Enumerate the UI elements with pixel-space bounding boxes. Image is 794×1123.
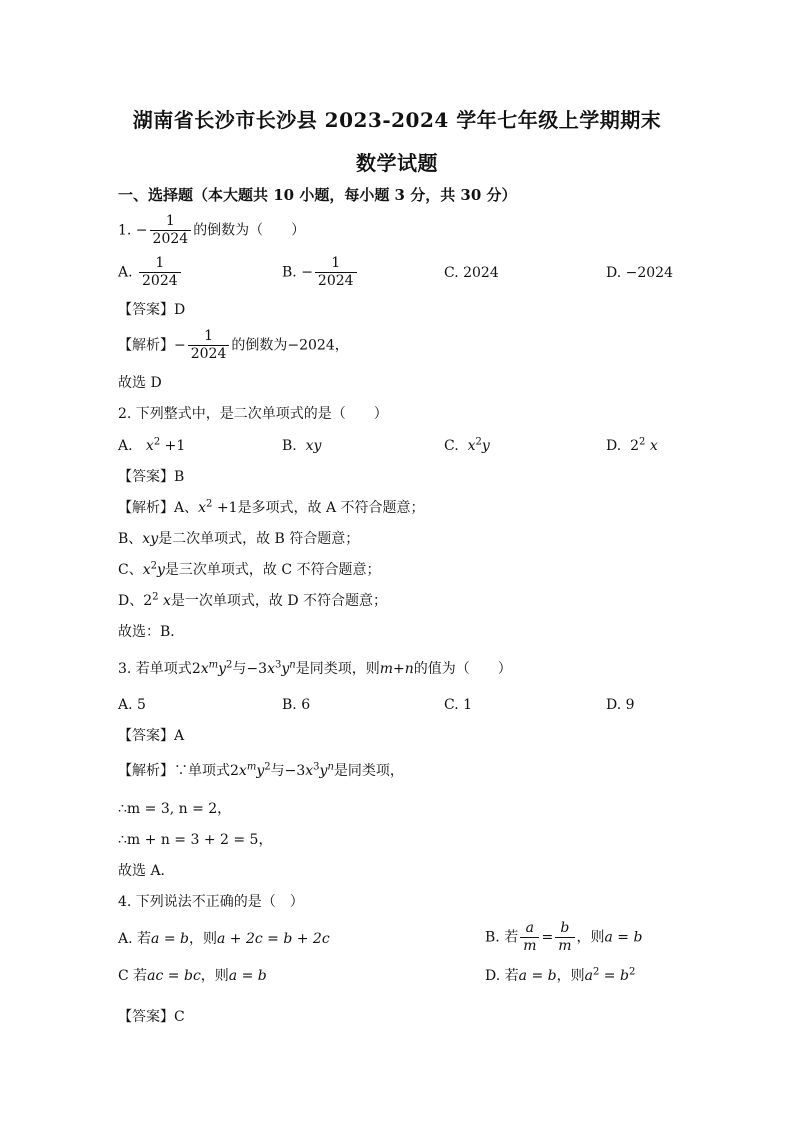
q2-option-d [606,437,658,455]
q1-option-a [118,255,183,290]
q2-a4-base: 2 [143,593,153,609]
question-1-stem [118,213,305,248]
q1-conclusion: 故选 D [118,375,162,391]
q1-opt-b-label: B. − [282,264,313,281]
question-3-stem: 3. 若单项式$2x^my^2$与$-3x^3y^n$是同类项，则m+n的值为（ ） [118,659,512,677]
q1-suffix: 的倒数为（ ） [193,222,306,239]
q1-analysis-suffix: 的倒数为−2024， [231,337,349,354]
q4-opt-d-cond: a = b [518,968,557,984]
q2-opt-a-var: x [145,438,154,454]
q2-a1-tail: 是多项式，故 A 不符合题意； [237,500,425,516]
q1-analysis-prefix: 【解析】− [118,337,186,354]
q2-a4-x: x [162,593,171,609]
q3-analysis-3: ∴m + n = 3 + 2 = 5， [118,832,273,848]
q4-opt-c-mid: ，则 [200,968,229,984]
q2-opt-d-tail: x [649,438,658,454]
q1-analysis-num: 1 [188,328,230,346]
q2-analysis-c [118,561,381,579]
q2-answer: 【答案】B [118,469,185,485]
q3-stem-mid: 与 [232,661,247,677]
q2-a3-pre: C、 [118,562,143,578]
q4-opt-d-pre: D. 若 [485,968,519,984]
question-2-stem: 2. 下列整式中，是二次单项式的是（ ） [118,406,388,422]
q1-frac-den: 2024 [152,231,189,247]
q4-opt-b-den1: m [523,938,537,954]
q4-option-b: B. 若 $\frac{a}{m}$ = $\frac{b}{m}$ ，则a = b [485,920,643,954]
q4-opt-b-mid: ，则 [576,929,605,946]
q2-opt-b-expr: xy [305,438,322,454]
q4-answer: 【答案】C [118,1009,185,1025]
q2-option-a [118,437,185,455]
q2-a3-var: x [142,562,151,578]
q1-option-c: C. 2024 [444,265,499,281]
q4-opt-b-pre: B. 若 [485,929,519,946]
q4-opt-a-pre: A. 若 [118,931,152,947]
q1-frac-num: 1 [150,213,192,231]
q3-analysis-1: 【解析】∵单项式$2x^my^2$与$-3x^3y^n$是同类项， [118,761,404,779]
q2-opt-d-base: 2 [630,438,640,454]
q1-prefix: 1. − [118,222,148,239]
q3-option-a: A. 5 [118,697,146,713]
q4-opt-d-mid: ，则 [556,968,585,984]
q2-analysis-d [118,592,387,610]
q1-opt-a-fraction [139,255,181,290]
q3-answer: 【答案】A [118,728,185,744]
q2-opt-b-label: B. [282,438,297,454]
q2-opt-a-label: A. [118,438,133,454]
q2-a1-exp: 2 [206,498,213,510]
q4-opt-a-cond: a = b [151,931,189,947]
q4-opt-b-frac-right [555,920,574,955]
q2-a4-exp: 2 [152,591,159,603]
q1-opt-a-num: 1 [139,255,181,273]
question-4-stem: 4. 下列说法不正确的是（ ） [118,894,304,910]
q4-opt-b-num1: a [520,920,539,938]
q1-option-d: D. −2024 [606,265,673,281]
document-title-line2: 数学试题 [356,151,438,175]
q4-opt-c-pre: C 若 [118,968,148,984]
q2-a3-tail: 是三次单项式，故 C 不符合题意； [164,562,381,578]
q4-option-c [118,967,267,985]
q2-opt-c-tail: y [481,438,490,454]
q2-analysis-a [118,499,425,517]
q3-conclusion: 故选 A． [118,863,175,879]
q3-option-b: B. 6 [282,697,311,713]
q4-opt-c-cond: ac = bc [147,968,201,984]
q2-opt-a-tail: +1 [160,438,186,454]
q4-opt-c-res: a = b [228,968,267,984]
q1-analysis-den: 2024 [190,346,227,362]
q2-a2-pre: B、 [118,531,143,547]
q2-a1-var: x [198,500,207,516]
q1-fraction [150,213,192,248]
q4-opt-a-mid: ，则 [188,931,217,947]
q2-a2-expr: xy [142,531,159,547]
q1-analysis [118,328,349,363]
q2-a4-pre: D、 [118,593,144,609]
q2-conclusion: 故选：B． [118,624,185,640]
q2-a3-exp: 2 [150,560,157,572]
q2-option-b [282,437,321,455]
q2-a2-tail: 是二次单项式，故 B 符合题意； [158,531,360,547]
q1-opt-a-label: A. [118,264,133,281]
q2-opt-c-label: C. [444,438,459,454]
q1-answer: 【答案】D [118,302,186,318]
q4-option-a [118,930,330,948]
q4-opt-b-num2: b [555,920,574,938]
q2-a1-pre: 【解析】A、 [118,500,199,516]
q2-opt-d-label: D. [606,438,622,454]
document-title-line1: 湖南省长沙市长沙县 2023-2024 学年七年级上学期期末 [132,108,662,132]
q1-analysis-fraction [188,328,230,363]
q2-opt-a-exp: 2 [153,436,161,448]
q3-option-c: C. 1 [444,697,473,713]
q3-a1-mid: 与 [270,763,285,779]
q3-stem-end: 的值为（ ） [413,661,512,677]
q4-opt-b-res: a = b [604,929,643,946]
q3-stem-pre: 3. 若单项式 [118,661,192,677]
q3-option-d: D. 9 [606,697,635,713]
q3-analysis-2: ∴m = 3, n = 2， [118,801,232,817]
q4-opt-b-frac-left [520,920,539,955]
q1-opt-b-fraction [315,255,357,290]
q3-a1-post: 是同类项， [333,763,404,779]
q2-opt-c-var: x [467,438,476,454]
q1-opt-a-den: 2024 [142,273,178,289]
q2-a3-y: y [157,562,165,578]
q4-opt-b-den2: m [558,938,572,954]
q2-a1-plus: +1 [212,500,238,516]
q2-option-c [444,437,490,455]
q2-a4-tail: 是一次单项式，故 D 不符合题意； [170,593,388,609]
q1-option-b [282,255,359,290]
q2-opt-d-exp: 2 [639,436,646,448]
q4-option-d: D. 若a = b，则$a^2 = b^2$ [485,966,636,984]
q4-opt-a-res: a + 2c = b + 2c [216,931,330,947]
q3-a1-pre: 【解析】∵单项式 [118,763,230,779]
q2-analysis-b [118,530,359,548]
q1-opt-b-den: 2024 [317,273,354,289]
q3-stem-post: 是同类项，则 [295,661,380,677]
q2-opt-c-exp: 2 [475,436,482,448]
q1-opt-b-num: 1 [315,255,357,273]
section-heading: 一、选择题（本大题共 10 小题，每小题 3 分，共 30 分） [118,186,517,204]
